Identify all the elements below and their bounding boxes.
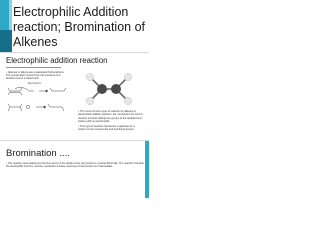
decorative-bar-dark xyxy=(0,30,12,52)
slide-electrophilic-addition-reaction[interactable] xyxy=(0,53,149,141)
slide-title-electrophilic-addition[interactable] xyxy=(0,0,149,53)
mechanism-step-2-diagram xyxy=(6,101,70,113)
description-paragraph-2: • This type of reaction represents a gateway for a variety of new compounds and functional groups. xyxy=(78,125,143,132)
molecule-3d-model xyxy=(78,68,140,108)
slide-title: Electrophilic Addition reaction; Bromination of Alkenes xyxy=(13,5,146,49)
bullet-text: • The reaction steps adding two bromine atoms to the double bond; the product is a vicinal dibromide. The reaction first adds the electrophilic bromine, and the mechanism involves opening of a bromonium ion intermediate. xyxy=(6,162,144,169)
bullet-text: • Alkenes or alkyne are unsaturated hydrocarbons. The unsaturation comes from the presence of a double bond or a triple bond. xyxy=(6,71,68,81)
mechanism-step-1-diagram xyxy=(6,85,70,97)
slide-heading: Electrophilic addition reaction xyxy=(6,56,108,65)
slide-heading: Bromination .... xyxy=(6,148,70,159)
mechanism-label: Mechanism xyxy=(28,82,42,85)
description-paragraph-1: • The most common type of reaction for alkenes is electrophilic addition reaction, the mechanism for such a reaction involves adding two groups to the double bond, starting with an electrophile. xyxy=(78,110,143,124)
slide-bromination[interactable] xyxy=(0,141,149,198)
decorative-bar xyxy=(145,141,149,198)
heading-underline xyxy=(6,67,61,68)
